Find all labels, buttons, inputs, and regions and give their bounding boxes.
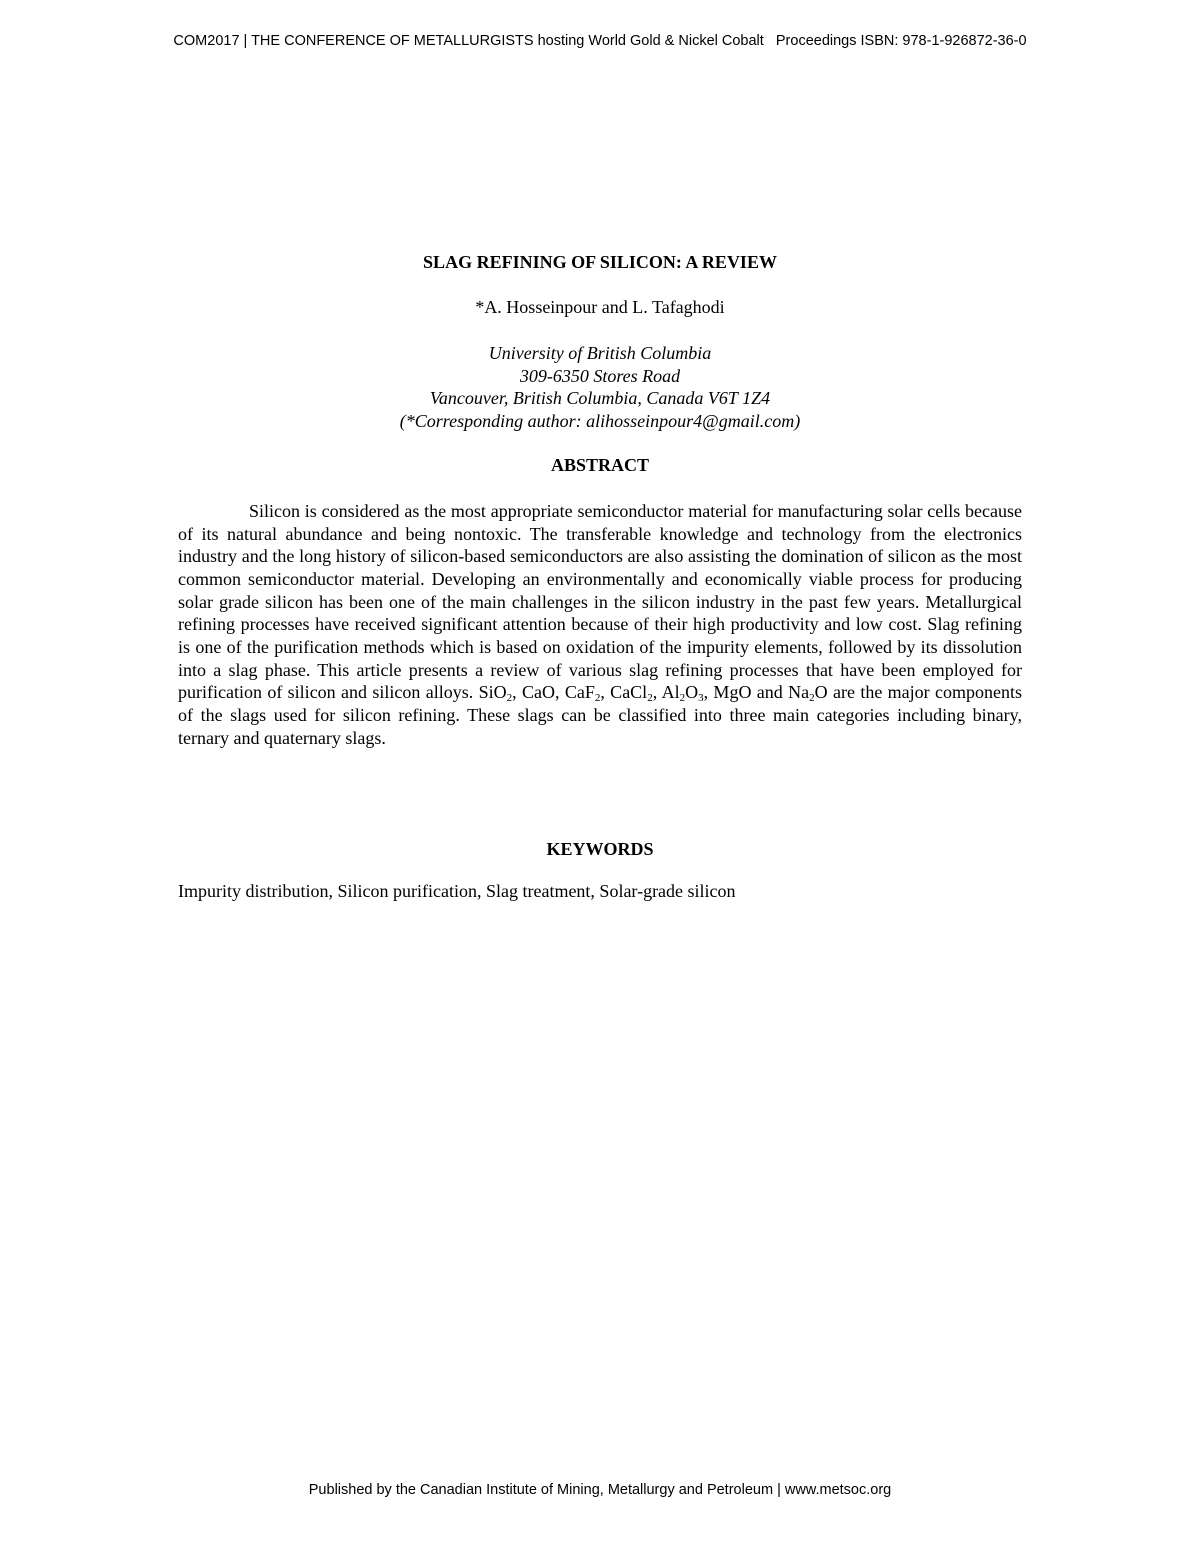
running-header: COM2017 | THE CONFERENCE OF METALLURGISTS hosting World Gold & Nickel Cobalt Proceedings ISBN: 978-1-926872-36-0 bbox=[173, 33, 1027, 49]
formula-text: , CaO, CaF bbox=[512, 682, 595, 703]
subscript: 2 bbox=[809, 692, 815, 705]
abstract-paragraph bbox=[178, 500, 1022, 749]
paper-title: SLAG REFINING OF SILICON: A REVIEW bbox=[423, 252, 777, 272]
subscript: 2 bbox=[506, 692, 513, 705]
running-footer: Published by the Canadian Institute of Mining, Metallurgy and Petroleum | www.metsoc.org bbox=[308, 1482, 892, 1498]
formula-text: , MgO and Na bbox=[703, 682, 810, 703]
affiliation-street: 309-6350 Stores Road bbox=[519, 365, 681, 386]
keywords-list: Impurity distribution, Silicon purification, Slag treatment, Solar-grade silicon bbox=[178, 881, 736, 901]
affiliation-block bbox=[0, 342, 1200, 433]
formula-text: , CaCl bbox=[600, 682, 648, 703]
abstract-text-tail: are the major components of the slags used for silicon refining. These slags can be classified into three main categories including binary, ternary and quaternary slags. bbox=[178, 682, 1023, 748]
abstract-text: Silicon is considered as the most appropriate semiconductor material for manufacturing solar cells because of its natural abundance and being nontoxic. The transferable knowledge and technology from the electronics industry and the long history of silicon-based semiconductors are also assisting the domination of silicon as the most common semiconductor material. Developing an environmentally and economically viable process for producing solar grade silicon has been one of the main challenges in the silicon industry in the past few years. Metallurgical refining processes have received significant attention because of their high productivity and low cost. Slag refining is one of the purification methods which is based on oxidation of the impurity elements, followed by its dissolution into a slag phase. This article presents a review of various slag refining processes that have been employed for purification of silicon and silicon alloys. SiO bbox=[178, 501, 1022, 703]
formula-text: , Al bbox=[652, 682, 680, 703]
affiliation-city: Vancouver, British Columbia, Canada V6T 1Z4 bbox=[429, 388, 771, 409]
subscript: 2 bbox=[679, 692, 686, 705]
affiliation-institution: University of British Columbia bbox=[488, 343, 712, 363]
subscript: 3 bbox=[698, 692, 704, 705]
subscript: 2 bbox=[594, 692, 601, 705]
author-list: *A. Hosseinpour and L. Tafaghodi bbox=[475, 297, 725, 317]
formula-text: O bbox=[814, 682, 828, 703]
abstract-heading: ABSTRACT bbox=[550, 455, 650, 475]
corresponding-author: (*Corresponding author: alihosseinpour4@gmail.com) bbox=[399, 411, 801, 432]
keywords-heading: KEYWORDS bbox=[546, 839, 654, 859]
formula-text: O bbox=[685, 682, 699, 703]
subscript: 2 bbox=[647, 692, 653, 705]
